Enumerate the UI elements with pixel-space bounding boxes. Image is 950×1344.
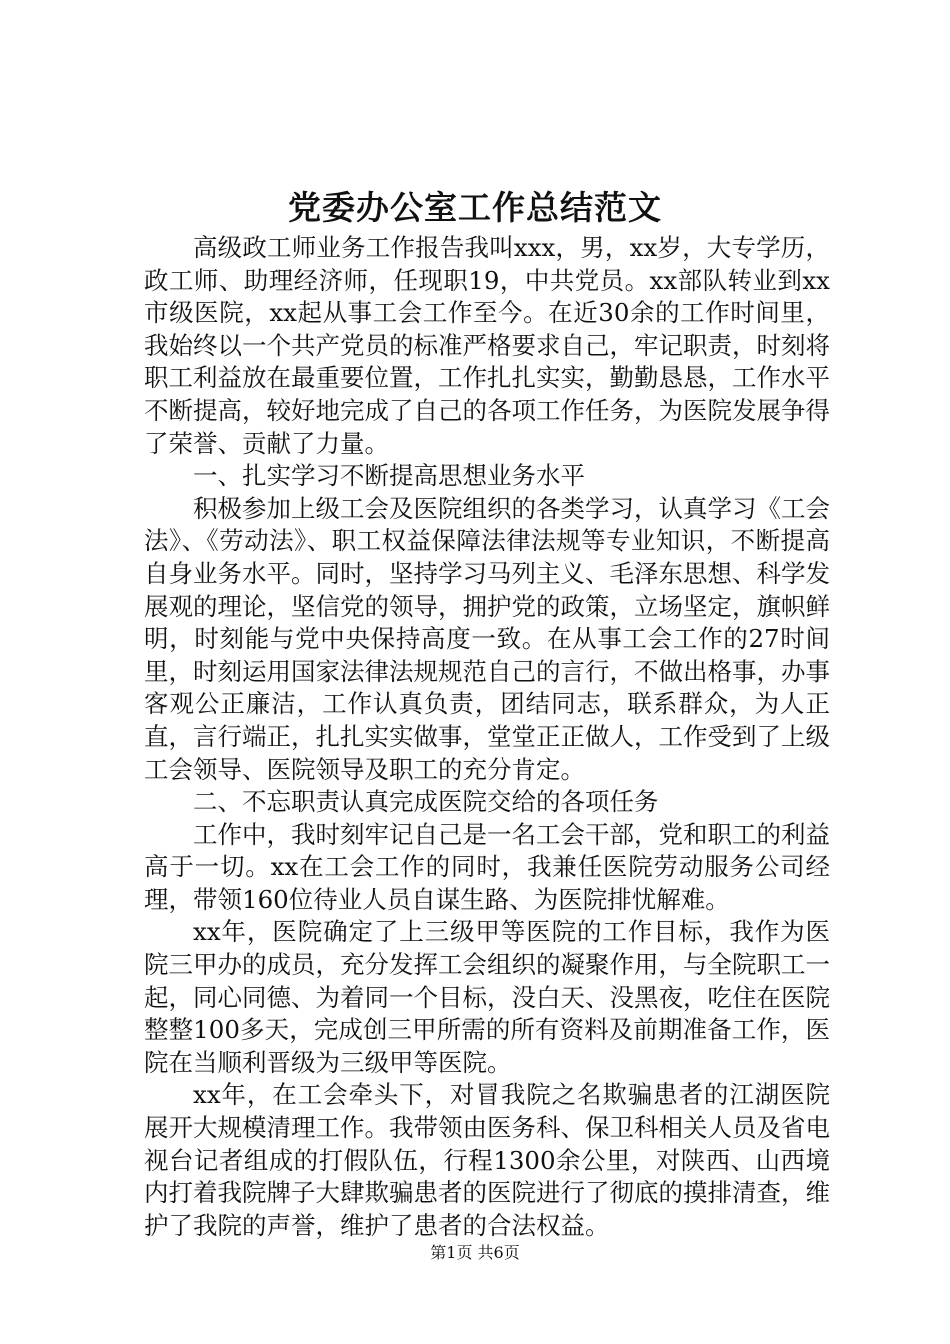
paragraph-intro: 高级政工师业务工作报告我叫xxx，男，xx岁，大专学历，政工师、助理经济师，任现职19，中共党员。xx部队转业到xx市级医院，xx起从事工会工作至今。在近30余的工作时间里，我始终以一个共产党员的标准严格要求自己，牢记职责，时刻将职工利益放在最重要位置，工作扎扎实实，勤勤恳恳，工作水平不断提高，较好地完成了自己的各项工作任务，为医院发展争得了荣誉、贡献了力量。 <box>144 233 830 458</box>
section-heading-2: 二、不忘职责认真完成医院交给的各项任务 <box>193 787 659 817</box>
paragraph-anti-fraud: xx年，在工会牵头下，对冒我院之名欺骗患者的江湖医院展开大规模清理工作。我带领由医务科、保卫科相关人员及省电视台记者组成的打假队伍，行程1300余公里，对陕西、山西境内打着我院牌子大肆欺骗患者的医院进行了彻底的摸排清查，维护了我院的声誉，维护了患者的合法权益。 <box>144 1080 830 1240</box>
paragraph-study: 积极参加上级工会及医院组织的各类学习，认真学习《工会法》、《劳动法》、职工权益保障法律法规等专业知识，不断提高自身业务水平。同时，坚持学习马列主义、毛泽东思想、科学发展观的理论，坚信党的领导，拥护党的政策，立场坚定，旗帜鲜明，时刻能与党中央保持高度一致。在从事工会工作的27时间里，时刻运用国家法律法规规范自己的言行，不做出格事，办事客观公正廉洁，工作认真负责，团结同志，联系群众，为人正直，言行端正，扎扎实实做事，堂堂正正做人，工作受到了上级工会领导、医院领导及职工的充分肯定。 <box>144 493 830 784</box>
paragraph-duty: 工作中，我时刻牢记自己是一名工会干部，党和职工的利益高于一切。xx在工会工作的同时，我兼任医院劳动服务公司经理，带领160位待业人员自谋生路、为医院排忧解难。 <box>144 819 830 914</box>
paragraph-grade-a: xx年，医院确定了上三级甲等医院的工作目标，我作为医院三甲办的成员，充分发挥工会组织的凝聚作用，与全院职工一起，同心同德、为着同一个目标，没白天、没黑夜，吃住在医院整整100多天，完成创三甲所需的所有资料及前期准备工作，医院在当顺利晋级为三级甲等医院。 <box>144 917 830 1077</box>
document-body <box>144 232 830 1242</box>
section-heading-1: 一、扎实学习不断提高思想业务水平 <box>193 461 585 491</box>
page-number: 第1页 共6页 <box>430 1243 520 1262</box>
document-title: 党委办公室工作总结范文 <box>288 188 662 227</box>
